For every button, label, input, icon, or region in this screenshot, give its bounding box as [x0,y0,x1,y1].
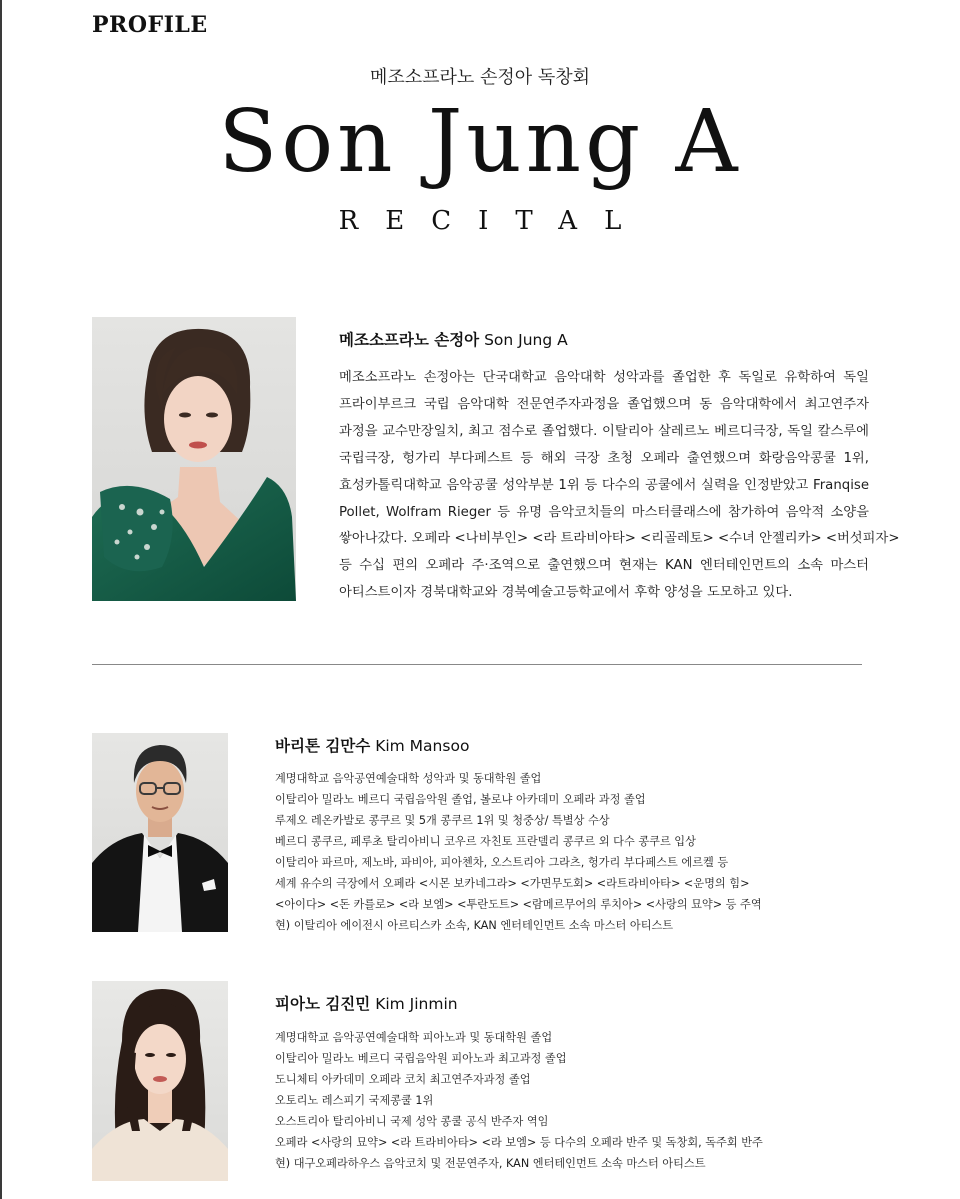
list-item: 계명대학교 음악공연예술대학 성악과 및 동대학원 졸업 [275,772,542,785]
list-item: 오페라 <사랑의 묘약> <라 트라비아타> <라 보엠> 등 다수의 오페라 반주 및 독창회, 독주회 반주 [275,1136,763,1149]
list-item: 오스트리아 탈리아비니 국제 성악 콩쿨 공식 반주자 역임 [275,1115,549,1128]
main-artist-name [339,328,568,350]
bio-line: 등 수십 편의 오페라 주·조역으로 출연했으며 현재는 KAN 엔터테인먼트의 소속 마스터 [339,558,869,574]
kim-mansoo-name-ko: 바리톤 김만수 [275,737,371,755]
recital-subtitle: 메조소프라노 손정아 독창회 [369,67,591,88]
portrait-man-tuxedo-icon [92,733,228,932]
kim-mansoo-name-en: Kim Mansoo [375,737,470,755]
list-item: 이탈리아 밀라노 베르디 국립음악원 졸업, 볼로냐 아카데미 오페라 과정 졸업 [275,793,646,806]
bio-line: 과정을 교수만장일치, 최고 점수로 졸업했다. 이탈리아 살레르노 베르디극장, 독일 칼스루에 [339,423,869,439]
kim-mansoo-bio [275,768,762,936]
list-item: 도니체티 아카데미 오페라 코치 최고연주자과정 졸업 [275,1073,531,1086]
list-item: 현) 이탈리아 에이전시 아르티스카 소속, KAN 엔터테인먼트 소속 마스터 아티스트 [275,919,674,932]
list-item: 계명대학교 음악공연예술대학 피아노과 및 동대학원 졸업 [275,1031,553,1044]
recital-word: RECITAL [338,206,649,236]
main-artist-name-ko: 메조소프라노 손정아 [339,331,480,349]
list-item: 베르디 콩쿠르, 페루초 탈리아비니 코우르 자친토 프란델리 콩쿠르 외 다수 콩쿠르 입상 [275,835,696,848]
bio-line: 메조소프라노 손정아는 단국대학교 음악대학 성악과를 졸업한 후 독일로 유학하여 독일 [339,370,869,385]
list-item: <아이다> <돈 카를로> <라 보엠> <투란도트> <람메르무어의 루치아> <사랑의 묘약> 등 주역 [275,898,762,911]
kim-jinmin-name-en: Kim Jinmin [375,995,458,1013]
bio-line: 쌓아나갔다. 오페라 <나비부인> <라 트라비아타> <리골레토> <수녀 안젤리카> <버섯피자> [339,531,900,547]
list-item: 오토리노 레스피기 국제콩쿨 1위 [275,1094,434,1107]
bio-line: 효성카톨릭대학교 음악공쿨 성악부분 1위 등 다수의 공쿨에서 실력을 인정받았고 Franqise [339,477,869,493]
bio-line: 국립극장, 헝가리 부다페스트 등 해외 극장 초청 오페라 출연했으며 화랑음악콩쿨 1위, [339,450,869,466]
list-item: 루제오 레온카발로 콩쿠르 및 5개 콩쿠르 1위 및 청중상/ 특별상 수상 [275,814,610,827]
bio-line: 프라이부르크 국립 음악대학 전문연주자과정을 졸업했으며 동 음악대학에서 최고연주자 [339,396,869,412]
main-artist-bio [339,365,900,607]
list-item: 현) 대구오페라하우스 음악코치 및 전문연주자, KAN 엔터테인먼트 소속 마스터 아티스트 [275,1157,706,1170]
recital-title: Son Jung A [218,92,742,192]
main-artist-name-en: Son Jung A [484,331,568,349]
bio-line: 아티스트이자 경북대학교와 경북예술고등학교에서 후학 양성을 도모하고 있다. [339,585,793,601]
profile-label: PROFILE [92,12,208,38]
list-item: 이탈리아 파르마, 제노바, 파비아, 피아첸차, 오스트리아 그라츠, 헝가리 부다페스트 에르켈 등 [275,856,729,869]
kim-jinmin-bio [275,1027,763,1174]
kim-jinmin-photo [92,981,228,1181]
kim-mansoo-name [275,734,469,756]
kim-jinmin-name-ko: 피아노 김진민 [275,995,371,1013]
bio-line: Pollet, Wolfram Rieger 등 유명 음악코치들의 마스터클래스에 참가하여 음악적 소양을 [339,504,869,520]
list-item: 세계 유수의 극장에서 오페라 <시몬 보카네그라> <가면무도회> <라트라비아타> <운명의 힘> [275,877,750,890]
kim-mansoo-photo [92,733,228,932]
kim-jinmin-name [275,992,458,1014]
section-divider [92,664,862,665]
list-item: 이탈리아 밀라노 베르디 국립음악원 피아노과 최고과정 졸업 [275,1052,567,1065]
portrait-woman-green-dress-icon [92,317,296,601]
son-jung-a-photo [92,317,296,601]
portrait-woman-cream-blouse-icon [92,981,228,1181]
